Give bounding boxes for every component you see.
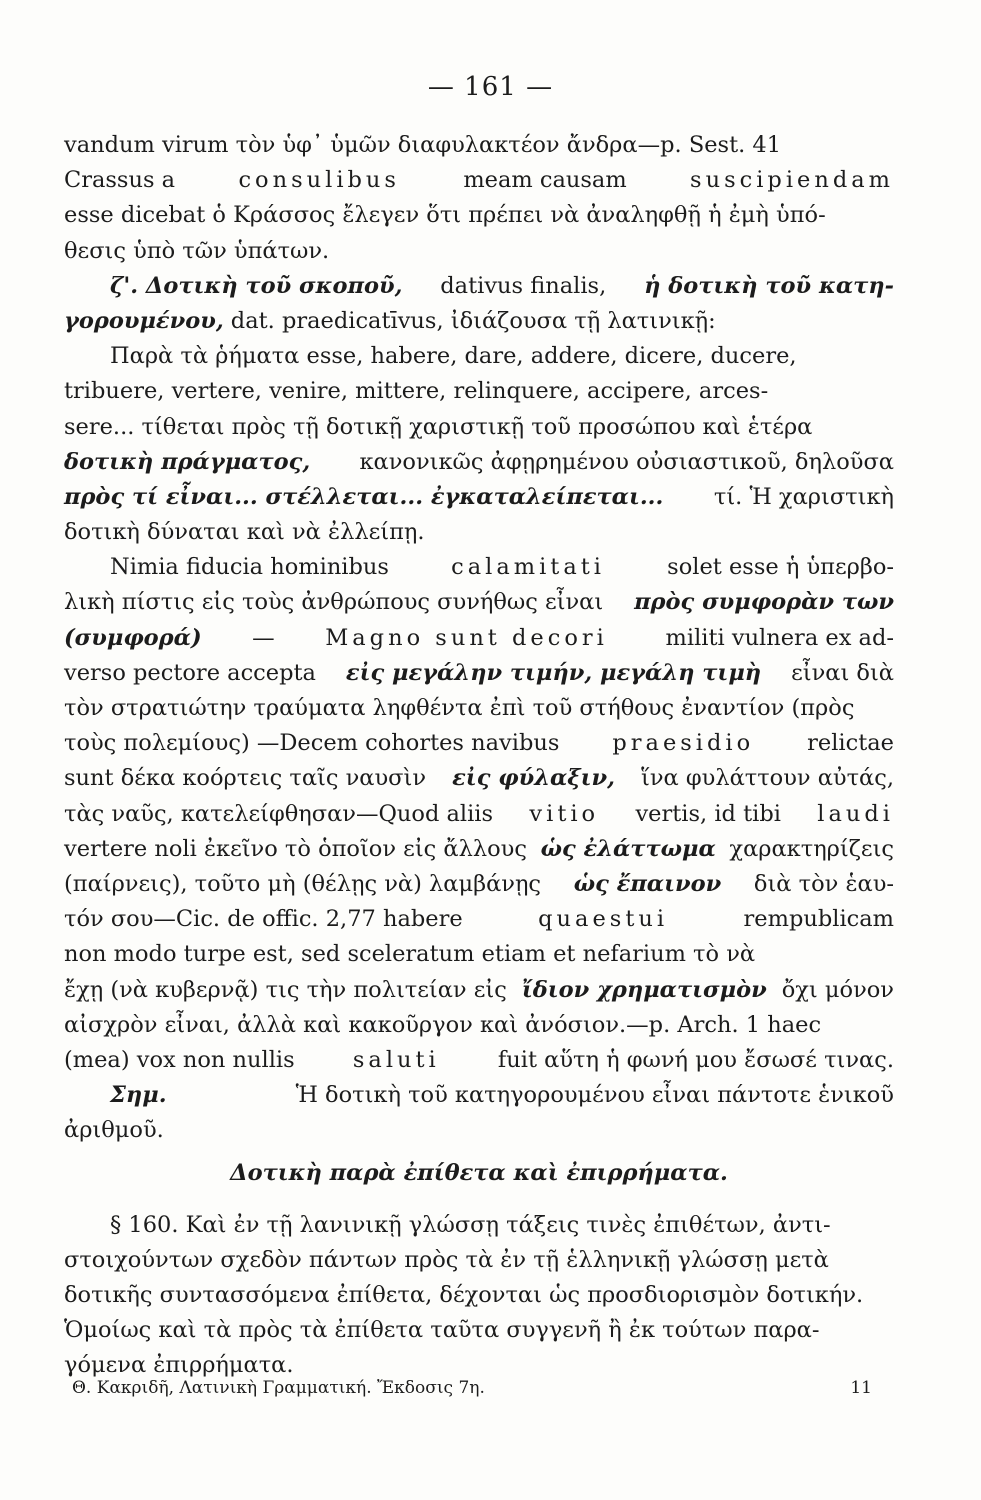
text-line: τὸν στρατιώτην τραύματα ληφθέντα ἐπὶ τοῦ στήθους ἐναντίον (πρὸς: [64, 695, 855, 721]
paragraph-line: γόμενα ἐπιρρήματα.: [64, 1352, 294, 1379]
paragraph-line: στοιχούντων σχεδὸν πάντων πρὸς τὰ ἐν τῇ ἑλληνικῇ γλώσσῃ μετὰ: [64, 1246, 829, 1273]
text-line: τοὺς πολεμίους) —Decem cohortes navibus praesidio relictae: [64, 726, 894, 761]
text-line: ἔχῃ (νὰ κυβερνᾷ) τις τὴν πολιτείαν εἰς ἴδιον χρηματισμὸν ὄχι μόνον: [64, 976, 894, 1003]
signature-number: 11: [850, 1378, 872, 1398]
text-line: Nimia fiducia hominibus calamitati solet esse ἡ ὑπερβο-: [64, 550, 894, 585]
spaced-word: consulibus: [238, 167, 400, 194]
text-line: αἰσχρὸν εἶναι, ἀλλὰ καὶ κακοῦργον καὶ ἀνόσιον.—p. Arch. 1 haec: [64, 1011, 822, 1038]
text-line: πρὸς τί εἶναι... στέλλεται... ἐγκαταλείπεται... τί. Ἡ χαριστικὴ: [64, 483, 894, 510]
note-line: Σημ. Ἡ δοτικὴ τοῦ κατηγορουμένου εἶναι πάντοτε ἑνικοῦ: [64, 1078, 894, 1113]
text-line: verso pectore accepta εἰς μεγάλην τιμήν, μεγάλη τιμὴ εἶναι διὰ: [64, 659, 894, 686]
text-line: esse dicebat ὁ Κράσσος ἔλεγεν ὅτι πρέπει νὰ ἀναληφθῇ ἡ ἐμὴ ὑπό-: [64, 202, 826, 229]
body-text: [64, 128, 894, 1384]
text-line: γορουμένου, dat. praedicatīvus, ἰδιάζουσα τῇ λατινικῇ:: [64, 307, 716, 334]
text-line: vandum virum τὸν ὑφ᾽ ὑμῶν διαφυλακτέον ἄνδρα—p. Sest. 41: [64, 132, 782, 158]
section-heading: Δοτικὴ παρὰ ἐπίθετα καὶ ἐπιρρήματα.: [230, 1160, 728, 1187]
text-line: (συμφορά) — Magno sunt decori militi vulnera ex ad-: [64, 621, 894, 656]
spaced-word: calamitati: [451, 554, 605, 581]
text-line: δοτικὴ πράγματος, κανονικῶς ἀφῃρημένου οὐσιαστικοῦ, δηλοῦσα: [64, 448, 894, 475]
text-line: Παρὰ τὰ ῥήματα esse, habere, dare, addere, dicere, ducere,: [110, 343, 797, 370]
text-line: (mea) vox non nullis saluti fuit αὕτη ἡ φωνή μου ἔσωσέ τινας.: [64, 1043, 894, 1078]
text-line: sunt δέκα κοόρτεις ταῖς ναυσὶν εἰς φύλαξιν, ἵνα φυλάττουν αὐτάς,: [64, 765, 894, 792]
paragraph-line: § 160. Καὶ ἐν τῇ λανινικῇ γλώσσῃ τάξεις τινὲς ἐπιθέτων, ἀντι-: [110, 1211, 831, 1238]
spaced-word: praesidio: [612, 730, 755, 757]
page-footer: [72, 1378, 872, 1398]
footer-citation: Θ. Κακριδῆ, Λατινικὴ Γραμματική. Ἔκδοσις 7η.: [72, 1378, 485, 1398]
text-line: vertere noli ἐκεῖνο τὸ ὁποῖον εἰς ἄλλους ὡς ἐλάττωμα χαρακτηρίζεις: [64, 835, 894, 862]
page-number: — 161 —: [427, 72, 554, 102]
text-line: Crassus a consulibus meam causam suscipiendam: [64, 163, 894, 198]
spaced-word: Magno sunt decori: [325, 624, 608, 651]
spaced-word: saluti: [352, 1046, 440, 1073]
text-line: θεσις ὑπὸ τῶν ὑπάτων.: [64, 237, 330, 264]
text-line: τὰς ναῦς, κατελείφθησαν—Quod aliis vitio vertis, id tibi laudi: [64, 797, 894, 832]
spaced-word: suscipiendam: [690, 167, 894, 194]
spaced-word: vitio: [529, 800, 600, 827]
text-line: ἀριθμοῦ.: [64, 1117, 164, 1144]
paragraph-line: Ὁμοίως καὶ τὰ πρὸς τὰ ἐπίθετα ταῦτα συγγενῆ ἢ ἐκ τούτων παρα-: [64, 1317, 820, 1344]
spaced-word: laudi: [817, 800, 894, 827]
text-line: ζ'. Δοτικὴ τοῦ σκοποῦ, dativus finalis, ἡ δοτικὴ τοῦ κατη-: [64, 269, 894, 304]
text-line: (παίρνεις), τοῦτο μὴ (θέλῃς νὰ) λαμβάνῃς ὡς ἔπαινον διὰ τὸν ἑαυ-: [64, 870, 894, 897]
note-label: Σημ.: [110, 1082, 167, 1109]
text-line: non modo turpe est, sed sceleratum etiam et nefarium τὸ νὰ: [64, 941, 756, 968]
text-line: sere... τίθεται πρὸς τῇ δοτικῇ χαριστικῇ τοῦ προσώπου καὶ ἑτέρα: [64, 413, 813, 440]
paragraph-line: δοτικῆς συντασσόμενα ἐπίθετα, δέχονται ὡς προσδιορισμὸν δοτικήν.: [64, 1282, 864, 1308]
subsection-label: ζ'. Δοτικὴ τοῦ σκοποῦ,: [110, 272, 403, 299]
text-line: tribuere, vertere, venire, mittere, relinquere, accipere, arces-: [64, 378, 769, 405]
text-line: δοτικὴ δύναται καὶ νὰ ἐλλείπῃ.: [64, 519, 425, 546]
spaced-word: quaestui: [538, 906, 669, 933]
text-line: τόν σου—Cic. de offic. 2,77 habere quaestui rempublicam: [64, 902, 894, 937]
text-line: λικὴ πίστις εἰς τοὺς ἀνθρώπους συνήθως εἶναι πρὸς συμφορὰν των: [64, 589, 894, 616]
